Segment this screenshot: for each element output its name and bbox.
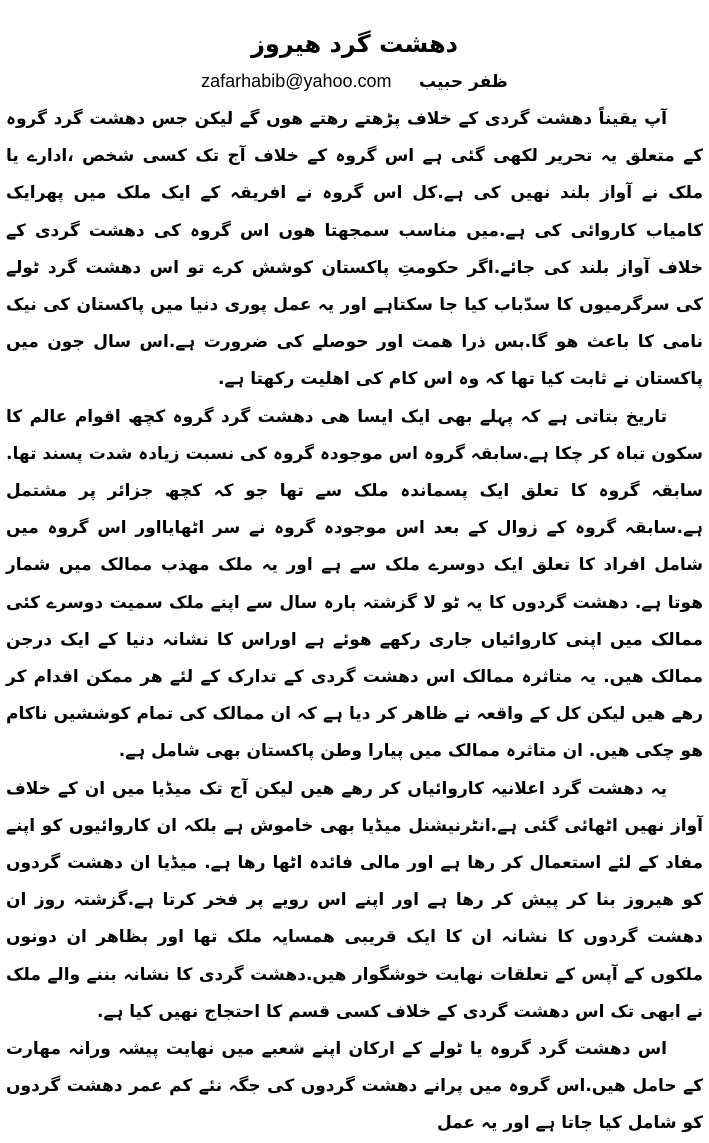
- author-name: ظفر حبیب: [418, 72, 508, 92]
- paragraph: یہ دهشت گرد اعلانیہ کاروائیاں کر رهے هیں لیکن آج تک میڈیا میں ان کے خلاف آواز نهیں اٹھائی گئی ہے.انٹرنیشنل میڈیا بھی خاموش ہے بلکہ ان کاروائیوں کو اپنے مفاد کے لئے استعمال کر رها ہے اور مالی فائدہ اٹھا رها ہے. میڈیا ان دهشت گردوں کو هیروز بنا کر پیش کر رها ہے اور اپنے اس رویے پر فخر کرتا ہے.گزشتہ روز ان دهشت گردوں کا نشانہ ان کا ایک قریبی همسایہ ملک تھا اور بظاهر ان دونوں ملکوں کے آپس کے تعلقات نهایت خوشگوار هیں.دهشت گردی کا نشانہ بننے والے ملک نے ابھی تک اس دهشت گردی کے خلاف کسی قسم کا احتجاج نهیں کیا ہے.: [6, 778, 703, 1022]
- article-body: [6, 101, 703, 1143]
- byline: [0, 66, 709, 97]
- paragraph: اس دهشت گرد گروہ یا ٹولے کے ارکان اپنے شعبے میں نهایت پیشہ ورانہ مهارت کے حامل هیں.اس گروہ میں پرانے دهشت گردوں کی جگہ نئے کم عمر دهشت گردوں کو شامل کیا جاتا ہے اور یہ عمل: [6, 1039, 703, 1134]
- author-email: zafarhabib@yahoo.com: [201, 71, 392, 91]
- paragraph: تاریخ بتاتی ہے کہ پہلے بھی ایک ایسا هی دهشت گرد گروہ کچھ اقوام عالم کا سکون تباہ کر چکا ہے.سابقہ گروہ اس موجودہ گروہ کی نسبت زیادہ شدت پسند تھا. سابقہ گروہ کا تعلق ایک پسماندہ ملک سے تھا جو کہ کچھ جزائر پر مشتمل ہے.سابقہ گروہ کے زوال کے بعد اس موجودہ گروہ نے سر اٹھایااور اس گروہ میں شامل افراد کا تعلق ایک دوسرے ملک سے ہے اور یہ ملک مهذب ممالک میں شمار هوتا ہے. دهشت گردوں کا یہ ٹو لا گزشتہ بارہ سال سے اپنے ملک سمیت دوسرے کئی ممالک میں اپنی کاروائیاں جاری رکھے هوئے ہے اوراس کا نشانہ دنیا کے ایک درجن ممالک هیں. یہ متاثرہ ممالک اس دهشت گردی کے تدارک کے لئے هر ممکن اقدام کر رهے هیں لیکن کل کے واقعہ نے ظاهر کر دیا ہے کہ ان ممالک کی تمام کوششیں ناکام هو چکی هیں. ان متاثرہ ممالک میں پیارا وطن پاکستان بھی شامل ہے.: [6, 406, 703, 762]
- article-title: دهشت گرد هیروز: [251, 30, 458, 58]
- paragraph: آپ یقیناً دهشت گردی کے خلاف پڑھتے رهتے هوں گے لیکن جس دهشت گرد گروہ کے متعلق یہ تحریر لکھی گئی ہے اس گروہ کے خلاف آج تک کسی شخص ،ادارے یا ملک نے آواز بلند نهیں کی ہے.کل اس گروہ نے افریقہ کے ایک ملک میں پھرایک کامیاب کاروائی کی ہے.میں مناسب سمجھتا هوں اس گروہ کی دهشت گردی کے خلاف آواز بلند کی جائے.اگر حکومتِ پاکستان کوشش کرے تو اس دهشت گرد ٹولے کی سرگرمیوں کا سدّباب کیا جا سکتاہے اور یہ عمل پوری دنیا میں پاکستان کی نیک نامی کا باعث هو گا.بس ذرا همت اور حوصلے کی ضرورت ہے.اس سال جون میں پاکستان نے ثابت کیا تھا کہ وہ اس کام کی اهلیت رکھتا ہے.: [6, 109, 703, 390]
